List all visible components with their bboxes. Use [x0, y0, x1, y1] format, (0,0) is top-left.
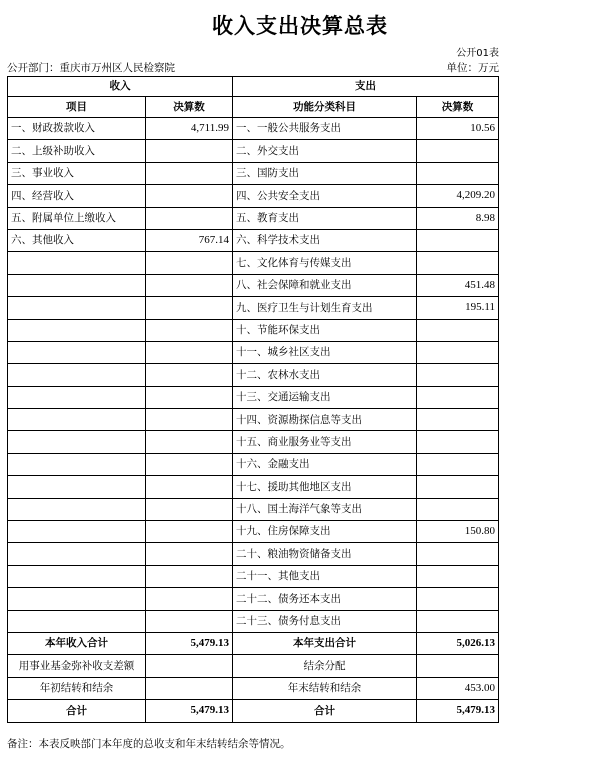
table-row: [8, 118, 499, 140]
income-amount-cell: [146, 431, 233, 453]
income-amount-cell: [146, 185, 233, 207]
income-amount-cell: [146, 476, 233, 498]
income-extra-amount: [146, 655, 233, 677]
summary-table: [7, 76, 499, 723]
table-row: [8, 386, 499, 408]
expense-item-cell: 五、教育支出: [233, 207, 417, 229]
income-item-cell: 三、事业收入: [8, 162, 146, 184]
expense-total-label: 本年支出合计: [233, 632, 417, 654]
expense-amount-cell: [417, 453, 499, 475]
income-extra-label: 年初结转和结余: [8, 677, 146, 699]
table-row: [8, 252, 499, 274]
table-row: [8, 297, 499, 319]
expense-item-cell: 七、文化体育与传媒支出: [233, 252, 417, 274]
expense-amount-cell: [417, 319, 499, 341]
income-amount-cell: [146, 498, 233, 520]
expense-item-cell: 九、医疗卫生与计划生育支出: [233, 297, 417, 319]
expense-amount-cell: 451.48: [417, 274, 499, 296]
expense-amount-cell: [417, 588, 499, 610]
expense-amount-cell: [417, 431, 499, 453]
income-item-cell: [8, 364, 146, 386]
expense-item-cell: 十七、援助其他地区支出: [233, 476, 417, 498]
table-row: [8, 229, 499, 251]
income-amount-cell: [146, 543, 233, 565]
expense-item-cell: 十一、城乡社区支出: [233, 341, 417, 363]
income-amount-cell: [146, 364, 233, 386]
expense-amount-cell: [417, 610, 499, 632]
income-section-header: 收入: [8, 77, 233, 97]
income-total-amount: 5,479.13: [146, 632, 233, 654]
income-amount-cell: [146, 588, 233, 610]
grand-total-row: [8, 700, 499, 722]
expense-amount-cell: [417, 386, 499, 408]
income-item-cell: [8, 297, 146, 319]
income-item-cell: 六、其他收入: [8, 229, 146, 251]
expense-total-amount: 5,026.13: [417, 632, 499, 654]
expense-item-cell: 二十、粮油物资储备支出: [233, 543, 417, 565]
income-item-cell: [8, 610, 146, 632]
expense-item-cell: 十四、资源勘探信息等支出: [233, 409, 417, 431]
expense-amount-cell: [417, 162, 499, 184]
income-item-cell: 一、财政拨款收入: [8, 118, 146, 140]
income-amount-cell: [146, 521, 233, 543]
table-row: [8, 498, 499, 520]
table-row: [8, 185, 499, 207]
expense-amount-cell: 150.80: [417, 521, 499, 543]
expense-amount-cell: [417, 252, 499, 274]
expense-amount-cell: [417, 140, 499, 162]
expense-amount-cell: [417, 543, 499, 565]
expense-amount-cell: 8.98: [417, 207, 499, 229]
expense-grand-amount: 5,479.13: [417, 700, 499, 722]
expense-item-cell: 一、一般公共服务支出: [233, 118, 417, 140]
page-title: 收入支出决算总表: [212, 14, 388, 38]
table-row: [8, 364, 499, 386]
table-row: [8, 543, 499, 565]
income-extra-amount: [146, 677, 233, 699]
income-extra-label: 用事业基金弥补收支差额: [8, 655, 146, 677]
income-amount-cell: [146, 297, 233, 319]
income-amount-cell: [146, 140, 233, 162]
form-number: 公开01表: [456, 48, 499, 59]
income-item-cell: [8, 543, 146, 565]
expense-extra-amount: 453.00: [417, 677, 499, 699]
expense-amount-cell: 10.56: [417, 118, 499, 140]
expense-item-cell: 二十一、其他支出: [233, 565, 417, 587]
income-amount-cell: [146, 341, 233, 363]
income-amount-cell: 767.14: [146, 229, 233, 251]
table-row: [8, 162, 499, 184]
table-row: [8, 610, 499, 632]
column-header-row: [8, 97, 499, 118]
income-item-header: 项目: [8, 97, 146, 118]
expense-amount-cell: [417, 364, 499, 386]
income-amount-cell: [146, 319, 233, 341]
income-amount-cell: [146, 162, 233, 184]
table-row: [8, 319, 499, 341]
income-item-cell: 五、附属单位上缴收入: [8, 207, 146, 229]
income-item-cell: 二、上级补助收入: [8, 140, 146, 162]
table-row: [8, 431, 499, 453]
expense-item-cell: 十九、住房保障支出: [233, 521, 417, 543]
expense-item-cell: 二、外交支出: [233, 140, 417, 162]
table-row: [8, 140, 499, 162]
income-total-label: 本年收入合计: [8, 632, 146, 654]
expense-item-cell: 十六、金融支出: [233, 453, 417, 475]
income-amount-cell: [146, 274, 233, 296]
expense-item-cell: 十五、商业服务业等支出: [233, 431, 417, 453]
income-item-cell: 四、经营收入: [8, 185, 146, 207]
table-row: [8, 341, 499, 363]
income-item-cell: [8, 431, 146, 453]
income-amount-cell: [146, 610, 233, 632]
department-label: 公开部门：重庆市万州区人民检察院: [7, 62, 175, 74]
income-amount-cell: [146, 565, 233, 587]
expense-amount-cell: [417, 341, 499, 363]
expense-item-cell: 十二、农林水支出: [233, 364, 417, 386]
expense-amount-cell: 195.11: [417, 297, 499, 319]
expense-amount-cell: [417, 476, 499, 498]
expense-extra-label: 结余分配: [233, 655, 417, 677]
expense-item-header: 功能分类科目: [233, 97, 417, 118]
income-grand-amount: 5,479.13: [146, 700, 233, 722]
expense-item-cell: 十、节能环保支出: [233, 319, 417, 341]
table-row: [8, 476, 499, 498]
expense-section-header: 支出: [233, 77, 499, 97]
expense-extra-label: 年末结转和结余: [233, 677, 417, 699]
totals-row: [8, 632, 499, 654]
expense-item-cell: 六、科学技术支出: [233, 229, 417, 251]
income-item-cell: [8, 252, 146, 274]
table-row: [8, 588, 499, 610]
income-item-cell: [8, 319, 146, 341]
expense-item-cell: 二十二、债务还本支出: [233, 588, 417, 610]
income-item-cell: [8, 274, 146, 296]
table-row: [8, 409, 499, 431]
expense-amount-cell: [417, 409, 499, 431]
income-item-cell: [8, 565, 146, 587]
income-amount-cell: [146, 207, 233, 229]
income-amount-cell: [146, 252, 233, 274]
income-amount-header: 决算数: [146, 97, 233, 118]
income-grand-label: 合计: [8, 700, 146, 722]
expense-item-cell: 十三、交通运输支出: [233, 386, 417, 408]
income-amount-cell: [146, 453, 233, 475]
income-item-cell: [8, 409, 146, 431]
table-row: [8, 453, 499, 475]
unit-label: 单位：万元: [446, 62, 499, 74]
income-item-cell: [8, 453, 146, 475]
income-item-cell: [8, 498, 146, 520]
income-item-cell: [8, 588, 146, 610]
income-item-cell: [8, 476, 146, 498]
table-row: [8, 521, 499, 543]
expense-amount-cell: [417, 498, 499, 520]
extra-row: [8, 677, 499, 699]
income-item-cell: [8, 521, 146, 543]
income-item-cell: [8, 386, 146, 408]
expense-item-cell: 十八、国土海洋气象等支出: [233, 498, 417, 520]
table-row: [8, 207, 499, 229]
table-row: [8, 274, 499, 296]
income-amount-cell: [146, 409, 233, 431]
expense-amount-cell: [417, 229, 499, 251]
expense-extra-amount: [417, 655, 499, 677]
table-row: [8, 565, 499, 587]
extra-row: [8, 655, 499, 677]
income-item-cell: [8, 341, 146, 363]
income-amount-cell: 4,711.99: [146, 118, 233, 140]
expense-item-cell: 三、国防支出: [233, 162, 417, 184]
expense-amount-header: 决算数: [417, 97, 499, 118]
income-amount-cell: [146, 386, 233, 408]
expense-item-cell: 四、公共安全支出: [233, 185, 417, 207]
expense-item-cell: 八、社会保障和就业支出: [233, 274, 417, 296]
footnote: 备注：本表反映部门本年度的总收支和年末结转结余等情况。: [7, 738, 291, 750]
expense-item-cell: 二十三、债务付息支出: [233, 610, 417, 632]
expense-grand-label: 合计: [233, 700, 417, 722]
section-row: [8, 77, 499, 97]
expense-amount-cell: 4,209.20: [417, 185, 499, 207]
expense-amount-cell: [417, 565, 499, 587]
